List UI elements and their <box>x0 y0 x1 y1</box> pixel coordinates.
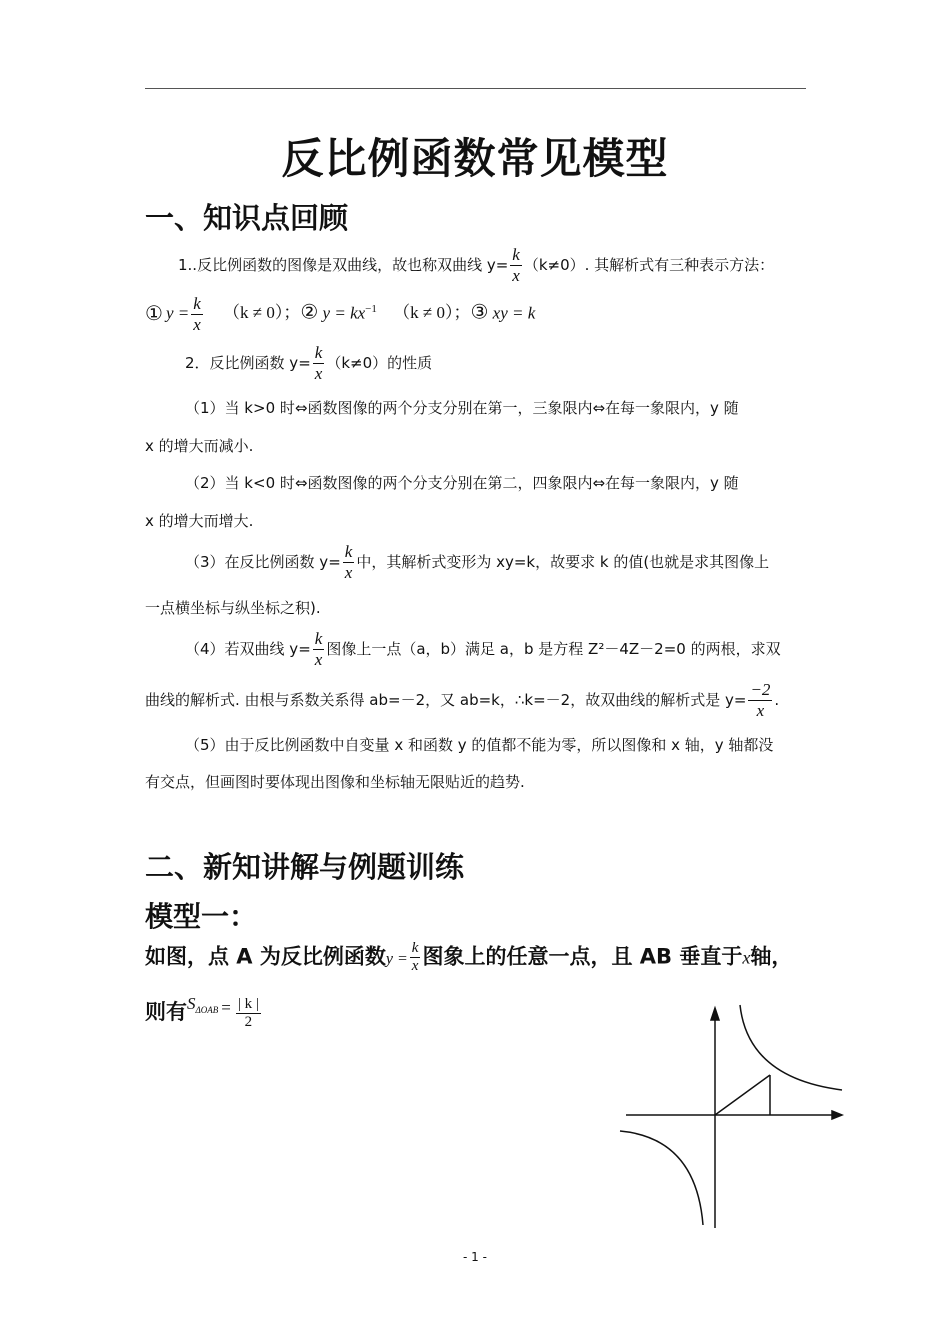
prop4-result-fraction: $\frac{-2}{x}$ <box>750 680 771 720</box>
property-4-line1: （4）若双曲线 y= $\frac{k}{x}$ 图像上一点（a，b）满足 a，b 是方程 Z²－4Z－2=0 的两根，求双 <box>185 629 781 669</box>
page-number: - 1 - <box>463 1250 487 1264</box>
property-1-line1: （1）当 k>0 时⇔函数图像的两个分支分别在第一，三象限内⇔在每一象限内，y 随 <box>185 399 739 417</box>
property-2-line1: （2）当 k<0 时⇔函数图像的两个分支分别在第二，四象限内⇔在每一象限内，y 随 <box>185 474 739 492</box>
section2-heading: 二、新知讲解与例题训练 <box>145 850 465 884</box>
section1-heading: 一、知识点回顾 <box>145 201 349 235</box>
segment-OA <box>715 1075 770 1115</box>
model-heading: 模型一： <box>145 900 258 933</box>
formula-forms: ① y = $\frac{k}{x}$ （k ≠ 0）；② $y = kx^{-1}$ （k ≠ 0）；③ xy = k <box>145 294 536 334</box>
model-conclusion: 则有$^S_{\Delta OAB}$ = $\frac{| k |}{2}$ <box>145 994 259 1030</box>
form1-fraction: $\frac{k}{x}$ <box>193 294 201 334</box>
property-5-line2: 有交点，但画图时要体现出图像和坐标轴无限贴近的趋势. <box>145 773 525 791</box>
paragraph-2: 2．反比例函数 y= $\frac{k}{x}$ （k≠0）的性质 <box>185 343 433 383</box>
circle-1: ① <box>145 303 163 325</box>
property-4-line2: 曲线的解析式. 由根与系数关系得 ab=－2，又 ab=k，∴k=－2，故双曲线的解析式是 y= $\frac{-2}{x}$ . <box>145 680 780 720</box>
conclusion-fraction: $\frac{| k |}{2}$ <box>237 995 259 1030</box>
property-1-line2: x 的增大而减小. <box>145 437 254 455</box>
property-5-line1: （5）由于反比例函数中自变量 x 和函数 y 的值都不能为零，所以图像和 x 轴，y 轴都没 <box>185 736 774 754</box>
page-title: 反比例函数常见模型 <box>281 134 669 183</box>
p1-prefix: 1..反比例函数的图像是双曲线，故也称双曲线 y= <box>178 256 509 274</box>
model-statement: 如图，点 A 为反比例函数y = $\frac{k}{x}$ 图象上的任意一点，且 AB 垂直于x轴， <box>145 940 793 974</box>
prop4-fraction: $\frac{k}{x}$ <box>314 629 323 669</box>
prop3-fraction: $\frac{k}{x}$ <box>344 542 353 582</box>
x-axis-arrow-icon <box>832 1111 842 1119</box>
property-3-line1: （3）在反比例函数 y= $\frac{k}{x}$ 中，其解析式变形为 xy=k，故要求 k 的值(也就是求其图像上 <box>185 542 770 582</box>
hyperbola-figure <box>610 1000 855 1235</box>
p1-suffix: （k≠0）. 其解析式有三种表示方法： <box>523 256 775 274</box>
p2-fraction: $\frac{k}{x}$ <box>314 343 323 383</box>
hyperbola-branch-third-quadrant <box>620 1131 703 1225</box>
statement-fraction: $\frac{k}{x}$ <box>411 940 419 974</box>
y-axis-arrow-icon <box>711 1008 719 1020</box>
header-rule <box>145 88 806 89</box>
paragraph-1 <box>178 245 774 286</box>
property-3-line2: 一点横坐标与纵坐标之积). <box>145 599 321 617</box>
hyperbola-branch-first-quadrant <box>740 1005 842 1090</box>
property-2-line2: x 的增大而增大. <box>145 512 254 530</box>
p1-fraction: $\frac{k}{x}$ <box>512 245 520 285</box>
